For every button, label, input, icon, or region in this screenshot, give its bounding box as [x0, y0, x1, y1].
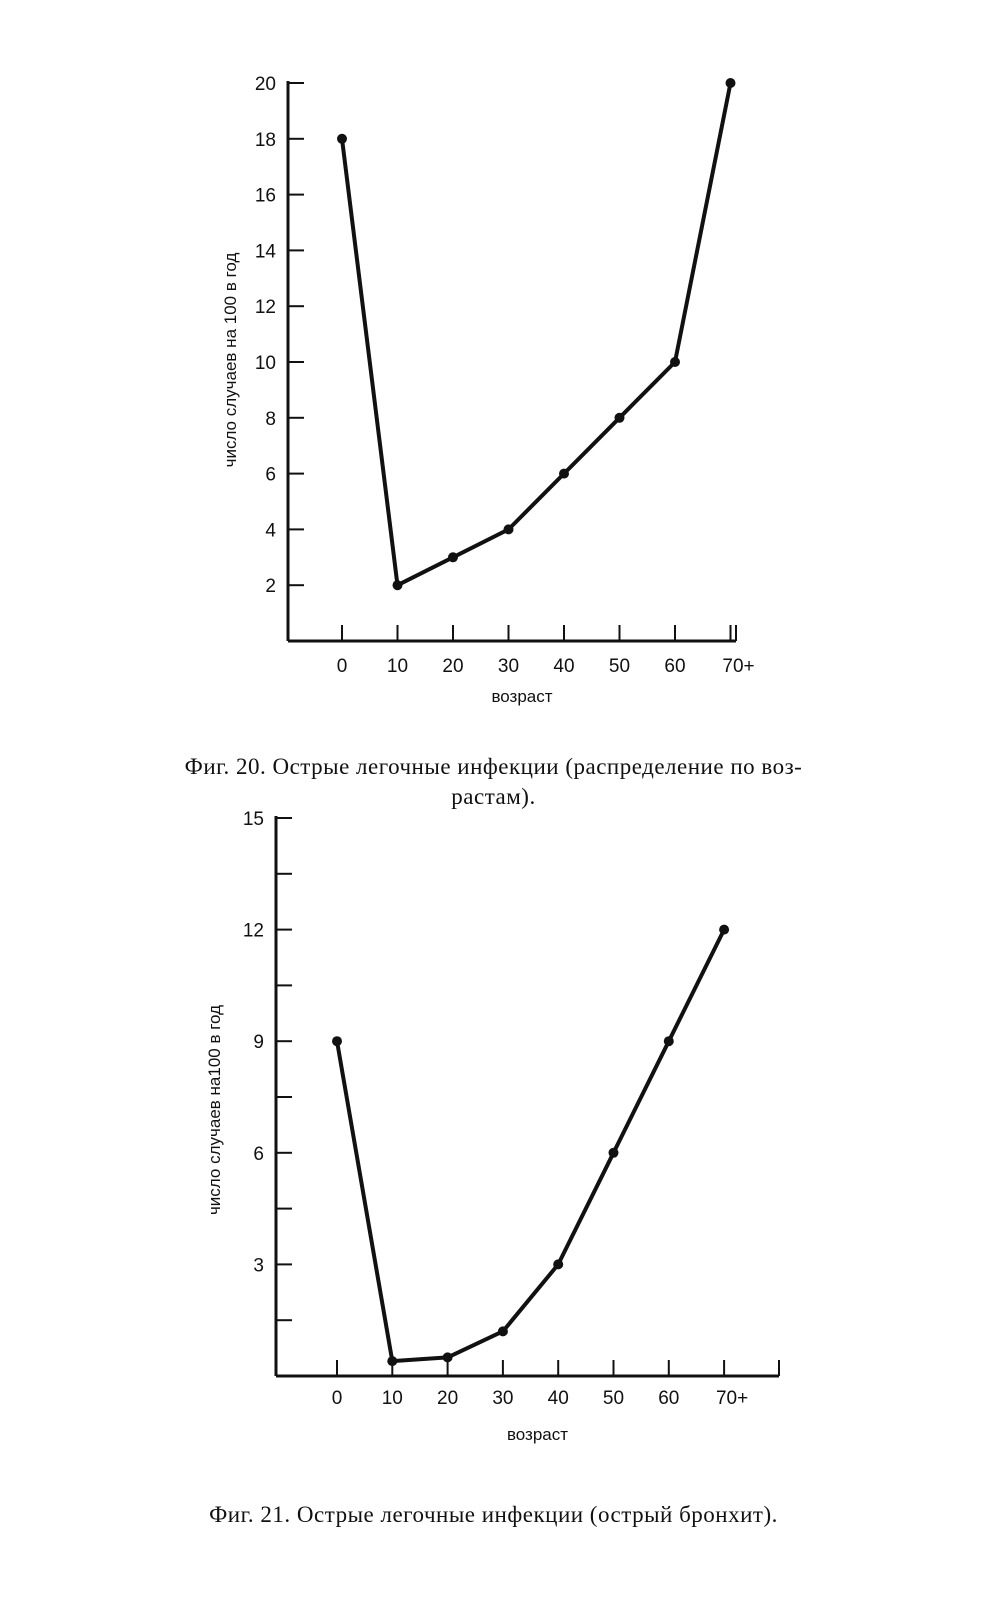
data-point — [559, 469, 569, 479]
y-tick-label: 12 — [242, 920, 264, 942]
x-tick-label: 60 — [658, 1388, 680, 1409]
x-tick-label: 50 — [602, 1388, 625, 1409]
data-point — [670, 357, 680, 367]
data-point — [443, 1352, 453, 1362]
y-tick-label: 9 — [253, 1032, 264, 1054]
y-tick-label: 2 — [265, 576, 276, 598]
data-point — [664, 1036, 674, 1046]
x-tick-label: 20 — [442, 656, 464, 677]
y-tick-label: 12 — [254, 297, 276, 319]
x-tick-label: 30 — [497, 656, 520, 677]
series-line — [342, 83, 731, 585]
data-point — [337, 134, 347, 144]
figure-21-caption-text: Фиг. 21. Острые легочные инфекции (острый бронхит). — [209, 1502, 778, 1527]
y-axis-title: число случаев на 100 в год — [221, 252, 240, 468]
data-point — [504, 524, 514, 534]
y-tick-label: 14 — [254, 241, 276, 263]
x-tick-label: 40 — [547, 1388, 569, 1409]
data-point — [719, 925, 729, 935]
x-tick-label: 50 — [608, 656, 631, 677]
y-tick-label: 15 — [242, 809, 264, 830]
data-point — [609, 1148, 619, 1158]
y-tick-label: 18 — [254, 129, 276, 151]
data-point — [553, 1259, 563, 1269]
x-axis-title: возраст — [491, 687, 553, 706]
x-tick-label: 70+ — [715, 1388, 749, 1409]
data-point — [387, 1356, 397, 1366]
series-line — [337, 930, 724, 1362]
x-tick-label: 0 — [331, 1388, 343, 1409]
y-tick-label: 16 — [254, 185, 276, 207]
x-tick-label: 0 — [336, 656, 348, 677]
y-tick-label: 3 — [253, 1255, 264, 1277]
y-tick-label: 20 — [254, 74, 276, 95]
data-point — [332, 1036, 342, 1046]
x-tick-label: 60 — [664, 656, 686, 677]
chart-acute-bronchitis — [205, 809, 779, 1444]
data-point — [726, 78, 736, 88]
data-point — [498, 1326, 508, 1336]
x-tick-label: 20 — [437, 1388, 459, 1409]
x-tick-label: 30 — [492, 1388, 514, 1409]
y-tick-label: 6 — [253, 1143, 264, 1165]
figure-20-caption-text: Фиг. 20. Острые легочные инфекции (распределение по воз- растам). — [184, 754, 803, 809]
data-point — [393, 580, 403, 590]
y-axis-title: число случаев на100 в год — [205, 1004, 224, 1216]
y-tick-label: 6 — [265, 464, 276, 486]
x-tick-label: 10 — [381, 1388, 403, 1409]
y-tick-label: 8 — [265, 408, 276, 430]
data-point — [448, 552, 458, 562]
x-tick-label: 40 — [553, 656, 575, 677]
figure-21-caption — [0, 1500, 987, 1530]
x-tick-label: 70+ — [722, 656, 755, 677]
y-tick-label: 4 — [265, 520, 276, 542]
chart-age-distribution — [221, 74, 755, 706]
x-tick-label: 10 — [386, 656, 409, 677]
figure-20-caption — [0, 752, 987, 812]
x-axis-title: возраст — [506, 1425, 569, 1444]
y-tick-label: 10 — [254, 353, 276, 374]
data-point — [615, 413, 625, 423]
